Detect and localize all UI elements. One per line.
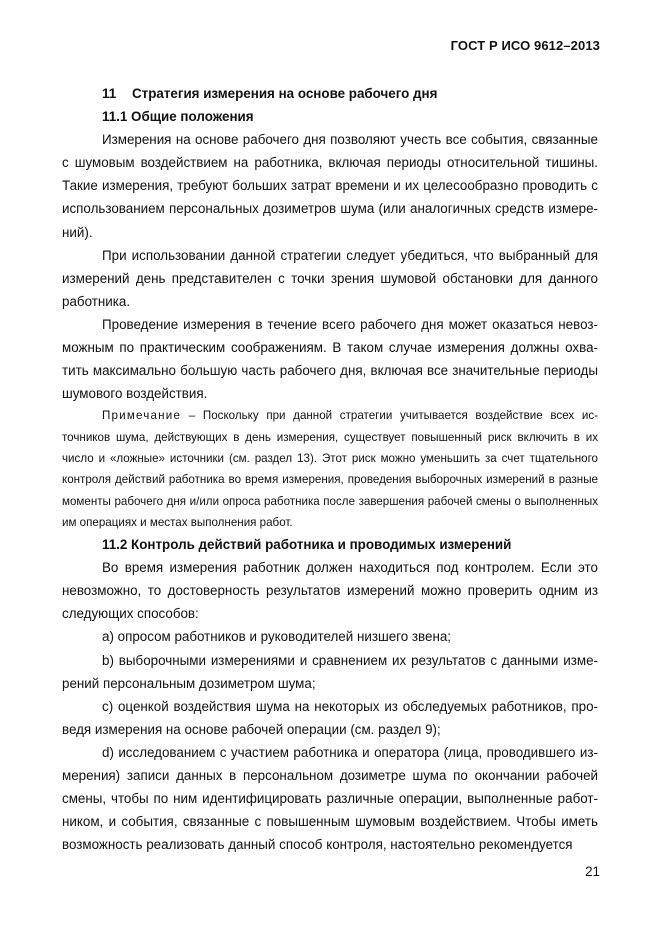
section-title: Стратегия измерения на основе рабочего дня bbox=[132, 86, 438, 101]
note bbox=[62, 405, 598, 533]
paragraph: Измерения на основе рабочего дня позволяют учесть все события, связанные с шумовым воздействием на работника, включая периоды относительной тишины. Такие измерения, требуют больших затрат времени и их целесообразно проводить с использованием персональных дозиметров шума (или аналогичных средств измерений). bbox=[62, 132, 598, 240]
standard-header: ГОСТ Р ИСО 9612–2013 bbox=[450, 38, 600, 53]
paragraph: Проведение измерения в течение всего рабочего дня может оказаться невозможным по практическим соображениям. В таком случае измерения должны охватить максимально большую часть рабочего дня, включая все значительные периоды шумового воздействия. bbox=[62, 316, 598, 402]
list-item-d: d) исследованием с участием работника и оператора (лица, проводившего измерения) записи данных в персональном дозиметре шума по окончании рабочей смены, чтобы по ним идентифицировать различные операции, выполненные работником, и события, связанные с повышенным шумовым воздействием. Чтобы иметь возможность реализовать данный способ контроля, настоятельно рекомендуется bbox=[62, 744, 598, 853]
note-label: Примечание bbox=[102, 409, 182, 423]
subsection-heading-1: 11.1 Общие положения bbox=[102, 109, 254, 125]
subsection-heading-2: 11.2 Контроль действий работника и проводимых измерений bbox=[102, 537, 512, 553]
list-item-c: c) оценкой воздействия шума на некоторых из обследуемых работников, проведя измерения на основе рабочей операции (см. раздел 9); bbox=[62, 698, 598, 737]
list-item-b: b) выборочными измерениями и сравнением их результатов с данными измерений персональным дозиметром шума; bbox=[62, 652, 598, 691]
page-content bbox=[62, 82, 598, 856]
section-number: 11 bbox=[102, 86, 117, 101]
page-number: 21 bbox=[585, 864, 600, 879]
note-text: – Поскольку при данной стратегии учитывается воздействие всех источников шума, действующих в день измерения, существует повышенный риск включить в их число и «ложные» источники (см. раздел 13). Этот риск можно уменьшить за счет тщательного контроля действий работника во время измерения, проведения выборочных измерений в разные моменты рабочего дня и/или опроса работника после завершения рабочей смены о выполненных им операциях и местах выполнения работ. bbox=[62, 409, 598, 529]
paragraph: Во время измерения работник должен находиться под контролем. Если это невозможно, то достоверность результатов измерений можно проверить одним из следующих способов: bbox=[62, 560, 598, 622]
paragraph: При использовании данной стратегии следует убедиться, что выбранный для измерений день представителен с точки зрения шумовой обстановки для данного работника. bbox=[62, 247, 598, 309]
section-heading bbox=[62, 82, 598, 105]
list-item-a: a) опросом работников и руководителей низшего звена; bbox=[102, 629, 452, 645]
